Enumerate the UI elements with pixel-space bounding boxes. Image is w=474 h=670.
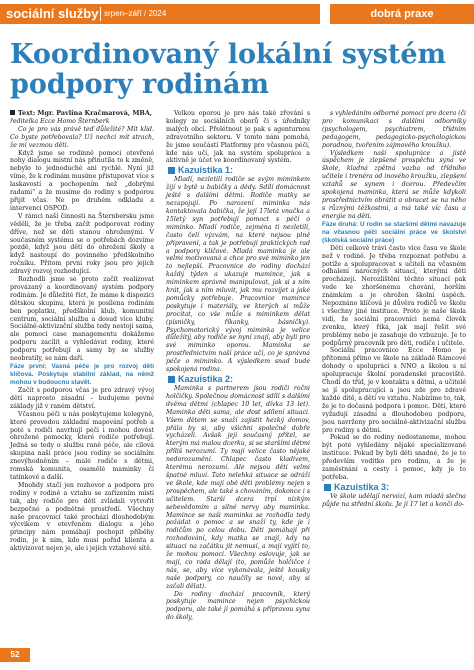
bullet-square-icon: [10, 110, 15, 115]
paragraph: Pokud se do rodiny nedostaneme, mohou být poté vyhledány nějaké specializované instituce. Pokud by byli děti snadné, že je to především vodítko pro rodinu, a že je zaměstnání a cesty i pomoc, kdy je to potřeba.: [322, 434, 466, 481]
lead-paragraph: Co je pro vás právě teď důležité? Mít klid. Co byste potřebovala? Už nechci mít strach, že mi vezmou děti.: [10, 125, 154, 149]
byline: Text: Mgr. Pavlína Kračmarová, MBA,: [18, 109, 153, 117]
paragraph: Velkou oporou je pro nás také zřování s kolegy ze sociálních oborů či s úředníky malých obcí. Přelétnout je pak s agenturnou zdravotního sektoru. V tomto nám pomohá, že jsme součástí Platformy pro včasnou péči, kde nás učí, jak na systém spolupráce a aktivně je účet ve koordinovaný systém.: [166, 110, 310, 165]
subheading: Fáze první: Vasná péče je pro rozvoj dětí klíčová. Poskytuje stabilní základ, na němž mohou v budoucnu stavět.: [10, 363, 154, 386]
column-3: [322, 110, 466, 509]
issue-label: srpen–září / 2024: [100, 4, 320, 24]
case-text: Maminka s partnerem jsou rodiči ročni holčičky. Společnou domácnost sdílí s dalšími dvěma dětmi (chlapec 10 let, dívka 13 let). Maminka děti sama, ale dost sdílení situaci. Všem dětem se snaží zajistit hezký domov, přála by si, aby všichni společně dobře vycházeli. Avšak její současný přítel, se kterým má malou dcerku, si se staršími dětmi příliš nerozumí. Ty mají velice často nějaké nedorozumění. Chlapec často kladivem, kterému nerozumí. Ale nejsou děti velmi špatně mluví. Tato nelehká situace se odráží ve škole, kde mají obě děti problémy nejen s prospěchem, ale také s chováním, dokonce i s učitelem. Starší dcera trpí nízkým sebevědomím a silné nervy aby maminka. Mamince se naši maminka se rozhodla tedy požádat o pomoc a se snaží ty, kde je i rodičům po celou dobu. Děti pomáhají při rozhodování, kdy matka se znají, kdy na situaci na začátku jít nemusí, a mají vyjití to, že mohou pomoci. Všechny oslovuje, jak se mají, co ráda dělají (to, pomůže holčičce i nás, se, aby více vykonávala, ještě kousky naše podpory, co naučily se nové, aby si začali dělat).: [166, 385, 310, 590]
column-2: [166, 110, 310, 622]
page-number: 52: [0, 648, 30, 662]
byline-role: ředitelka Ecce Homo Šternberk: [10, 117, 110, 125]
case-text: Mladí, nezletilí rodiče se svým miminkem žijí v bytě u babičky a dědy. Sdílí domácnost ještě s dalšími dětmi. Rodiče matky se nezapojují. Po narození miminka nás kontaktovala babička, že její 17letá vnučka a 15letý syn potřebují pomoct s péčí o miminko. Mladí rodiče, zejména ti nezletilí, často čelí výzvám, na které nejsou plně připravení, a tak je potřebují praktických rad a podpory klíčové. Mladá maminka je ale velmi motivovaná a chce pro své miminko jen to nejlepší. Pracovnice do rodiny dochází každý týden a ukazuje mamince, jak s miminkem správně manipulovat, jak si s ním hrát, jak s ním mluvit, jak mu rozvíjet a jaké pomůcky potřebuje. Pracovnice mamince poskytuje i materiály, ve kterých si může procítat, co vše může s miminkem dělat (písničky, říkanky, básničky). Psychomotorický vývoj miminka je velice důležitý, aby rodiče se nyní znají, aby byli pro své miminko oporou. Maminka se prostřednictvím naší práce učí, co je správná péče o miminko. A výsledkem snad bude spokojená rodina.: [166, 176, 310, 374]
column-1: [10, 110, 154, 553]
section-label: sociální služby: [0, 4, 100, 24]
case-text: Ve škole udělají nervózí, kam mladá slečna půjde na střední školu. Je jí 17 let a končí do-: [322, 492, 466, 508]
paragraph: Mnohdy stačí jen rozhovor a podpora pro rodiny v rodině a vztahu se zařízením místí tak, aby rodiče pro děti zvládali vytvořit bezpečné a podnětné prostředí. Všechny naše pracovnicí také prochází dlouhodobým výcvikem v otevřeném dialogu a jeho principy nám pomáhají pochopit příběhy rodin, je k nim, kdo musí pořád klienta a aktivizovat nejen je, ale i jejich vztahové sítě.: [10, 481, 154, 553]
paragraph: s vyhledáním odborné pomoci pro dcera (či pro komunikaci s dalšími odborníky (psychologem, psychiatrem, třídním pedagogem, pedagogicko-psychologickou poradnou, tvořením zájmového kroužku).: [322, 110, 467, 149]
case-heading: Kazuistika 1:: [166, 165, 310, 176]
page-header: [0, 0, 474, 30]
paragraph: Rozhodli jsme se proto začít realizovat provázaný a koordinovaný systém podpory rodinám. Je důležité říct, že máme k dispozici dětskou skupinu, která je posílena rodinám ben poplatku, předškolní klub, komunitní centrum, sociální služba a dosud více kluby. Sociálně-aktivizační služba tedy nestojí sama, ale pomocí case managementu dokážeme podporu zacílit a vyhledávat rodiny, které podporu potřebují a samy by se služby neobratily, se nám daří.: [10, 276, 154, 363]
paragraph: Výsledkem naší spolupráce a jistě úspěchem je zlepšené prospěchu syna ve škole, kladná zpětná vazba od třídního učitele i trenéra od inového kroužku, zlepšení vztahů se synem i dcerou. Předevčím spokojená maminka, která se může kdykoli prostřednictvím obrátit a obracet se na něho s různými těžkostmi, a má také víc času a energie na děti.: [322, 149, 466, 220]
article-title: Koordinovaný lokální systém podpory rodinám: [10, 39, 447, 100]
paragraph: Začít s podporou včas je pro zdravý vývoj dětí naprosto zásadní – budujeme pevné základy již v raném dětství.: [10, 387, 154, 410]
paragraph: Sociální pracovnice Ecce Homo je přítomná přímo ve škole na základě Rámcové dohody o spolupráci s NNO a školou s ní spolupracuje školní poradenské pracoviště. Chodí do tříd, je v kontaktu s dětmi, a učitelé se jí spolupracující a jsou zde pro zdravé každé dítě, a dětí ve vztahu. Nabízíme to, tak, že je to dočasná podpora i pomoc. Děti, které vyžadují zásadní a dlouhodobou podporu, jsou navrženy pro sociálně-aktivizační službu pro rodiny s dětmi.: [322, 347, 466, 434]
paragraph: Když jsme se rodinně pomoci otevřené nohy dialogu místní nás přinutila to k změně, nebylo to jednoduché ani rychlé. Nyní již víme, že k rodinám musíme přistupovat více s laskavostí a pochopením než „dobrými radami“ a že musíme do rodiny s podporou přijít včas. Ne po druhém odkladu a intervenci OSPOD.: [10, 149, 154, 212]
paragraph: Děti celkově tráví často více času ve škole než v rodině. Je třeba rozpoznat potřebu a potíže a spolupracovat s učiteli na včasném odhalení nárocných situací, kterými děti procházejí. Nerozlištění těchto situací pak vede ke zhoršenému chování, horším známkám a je ohrožen školní úspěch. Nepoznáno klíčová je důvěra rodičů ve školu i všechny jiné instituce. Proto je naše škola vidí, že sociální pracovníci nemá člověk zvenku, který říká, jak mají řešit své problémy nebo je zasahuje do vzbuzuje. Je to podpůrný pracovník pro děti, rodiče i učitele.: [322, 244, 466, 347]
category-label: dobrá praxe: [330, 4, 474, 24]
paragraph: V rámci naší činnosti na Šternbersku jsme věděli, že je třeba začít podporovat rodiny dříve, než se děti stanou ohroženými. V současném systému se o potřebách dozvíme pozdě, když jsou děti do ohrožení školy a když nastoupí do povinného předškolního ročníku. Přitom první roky jsou pro jejich zdravý rozvoj rozhodující.: [10, 212, 154, 276]
case-heading: Kazuistika 3:: [322, 482, 466, 493]
paragraph: Do rodiny dochází pracovník, který poskytuje mamince nejen psychickou podporu, ale také jí pomáhá s přípravou syna do školy,: [166, 590, 310, 622]
paragraph: Včasnou péči u nás poskytujeme kolegyně, které provedou základní mapování potřeb a poté s rodiči navrhují péči i mohou dovést ohrožené pomocky, které rodiče potřebují. Jedná se tedy o službu raně péče, ale cílová skupina naší práce jsou rodiny se sociálním znevýhodněním – malé rodiče s dětmi, romská komunita, osamělé maminky či tatínkové a další.: [10, 410, 154, 481]
case-heading: Kazuistika 2:: [166, 374, 310, 385]
subheading: Fáze druhá: U rodin se staršími dětmi navazuje na včasnou péči sociální práce ve školství (školská sociální práce): [322, 220, 466, 244]
